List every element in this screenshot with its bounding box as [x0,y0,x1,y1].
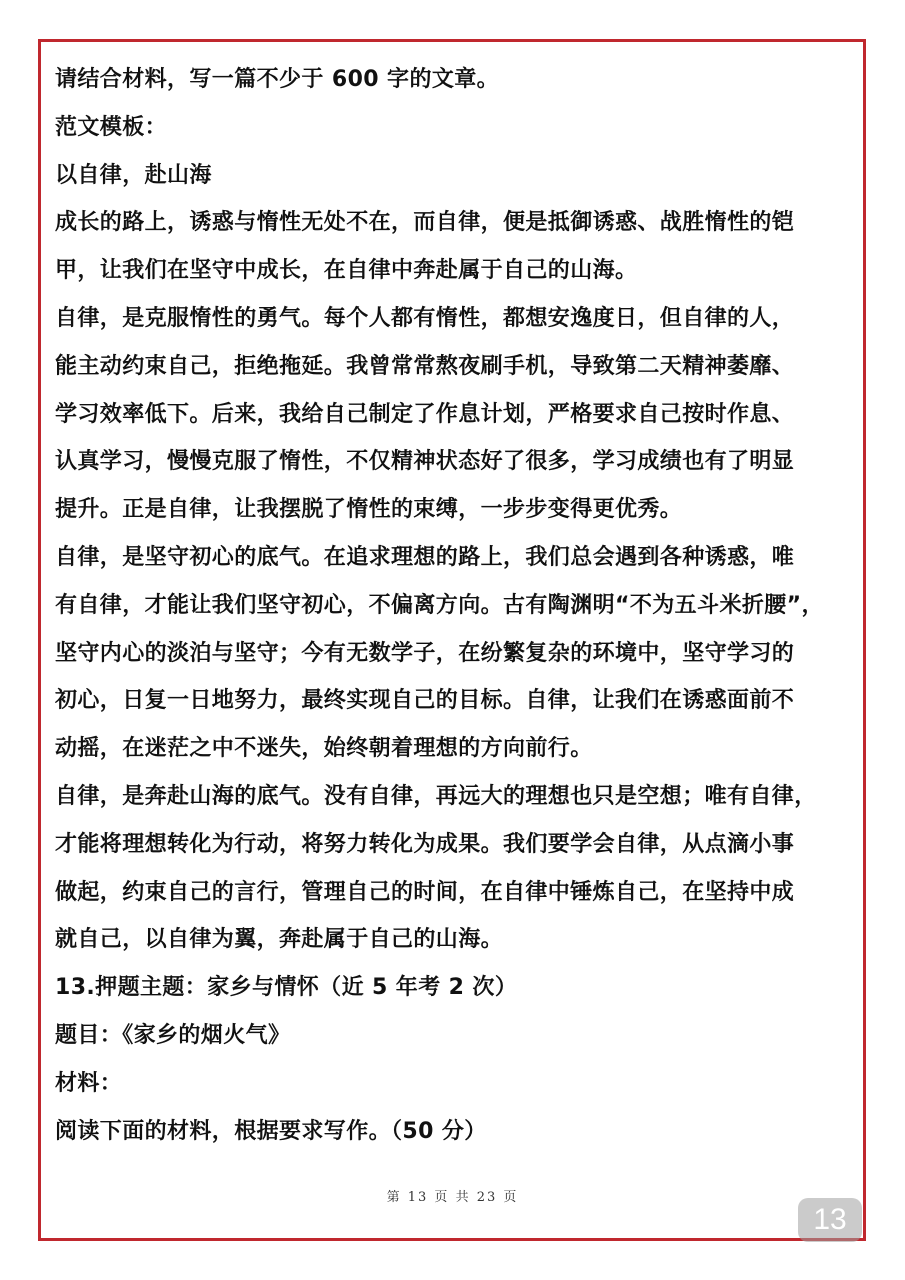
essay-line: 就自己，以自律为翼，奔赴属于自己的山海。 [55,927,504,953]
essay-title: 以自律，赴山海 [55,162,212,188]
document-body [55,56,855,1155]
essay-line: 做起，约束自己的言行，管理自己的时间，在自律中锤炼自己，在坚持中成 [55,879,795,905]
essay-line: 成长的路上，诱惑与惰性无处不在，而自律，便是抵御诱惑、战胜惰性的铠 [55,210,795,236]
essay-line: 能主动约束自己，拒绝拖延。我曾常常熬夜刷手机，导致第二天精神萎靡、 [55,353,795,379]
essay-line: 有自律，才能让我们坚守初心，不偏离方向。古有陶渊明“不为五斗米折腰”， [55,592,824,618]
essay-line: 动摇，在迷茫之中不迷失，始终朝着理想的方向前行。 [55,736,593,762]
template-heading: 范文模板： [55,114,168,140]
essay-line: 初心，日复一日地努力，最终实现自己的目标。自律，让我们在诱惑面前不 [55,688,795,714]
essay-line: 认真学习，慢慢克服了惰性，不仅精神状态好了很多，学习成绩也有了明显 [55,449,795,475]
essay-line: 学习效率低下。后来，我给自己制定了作息计划，严格要求自己按时作息、 [55,401,795,427]
essay-line: 自律，是奔赴山海的底气。没有自律，再远大的理想也只是空想；唯有自律， [55,783,817,809]
page-number-badge: 13 [798,1198,862,1242]
essay-line: 才能将理想转化为行动，将努力转化为成果。我们要学会自律，从点滴小事 [55,831,795,857]
essay-line: 提升。正是自律，让我摆脱了惰性的束缚，一步步变得更优秀。 [55,497,683,523]
material-label: 材料： [55,1070,123,1096]
essay-line: 甲，让我们在坚守中成长，在自律中奔赴属于自己的山海。 [55,258,638,284]
essay-line: 自律，是坚守初心的底气。在追求理想的路上，我们总会遇到各种诱惑，唯 [55,544,795,570]
essay-line: 坚守内心的淡泊与坚守；今有无数学子，在纷繁复杂的环境中，坚守学习的 [55,640,795,666]
material-instruction: 阅读下面的材料，根据要求写作。（50 分） [55,1118,487,1144]
topic-heading: 13.押题主题：家乡与情怀（近 5 年考 2 次） [55,975,518,1001]
essay-line: 自律，是克服惰性的勇气。每个人都有惰性，都想安逸度日，但自律的人， [55,305,795,331]
topic-title: 题目：《家乡的烟火气》 [55,1022,291,1048]
instruction-line: 请结合材料，写一篇不少于 600 字的文章。 [55,67,500,92]
page-footer: 第 13 页 共 23 页 [386,1190,519,1205]
